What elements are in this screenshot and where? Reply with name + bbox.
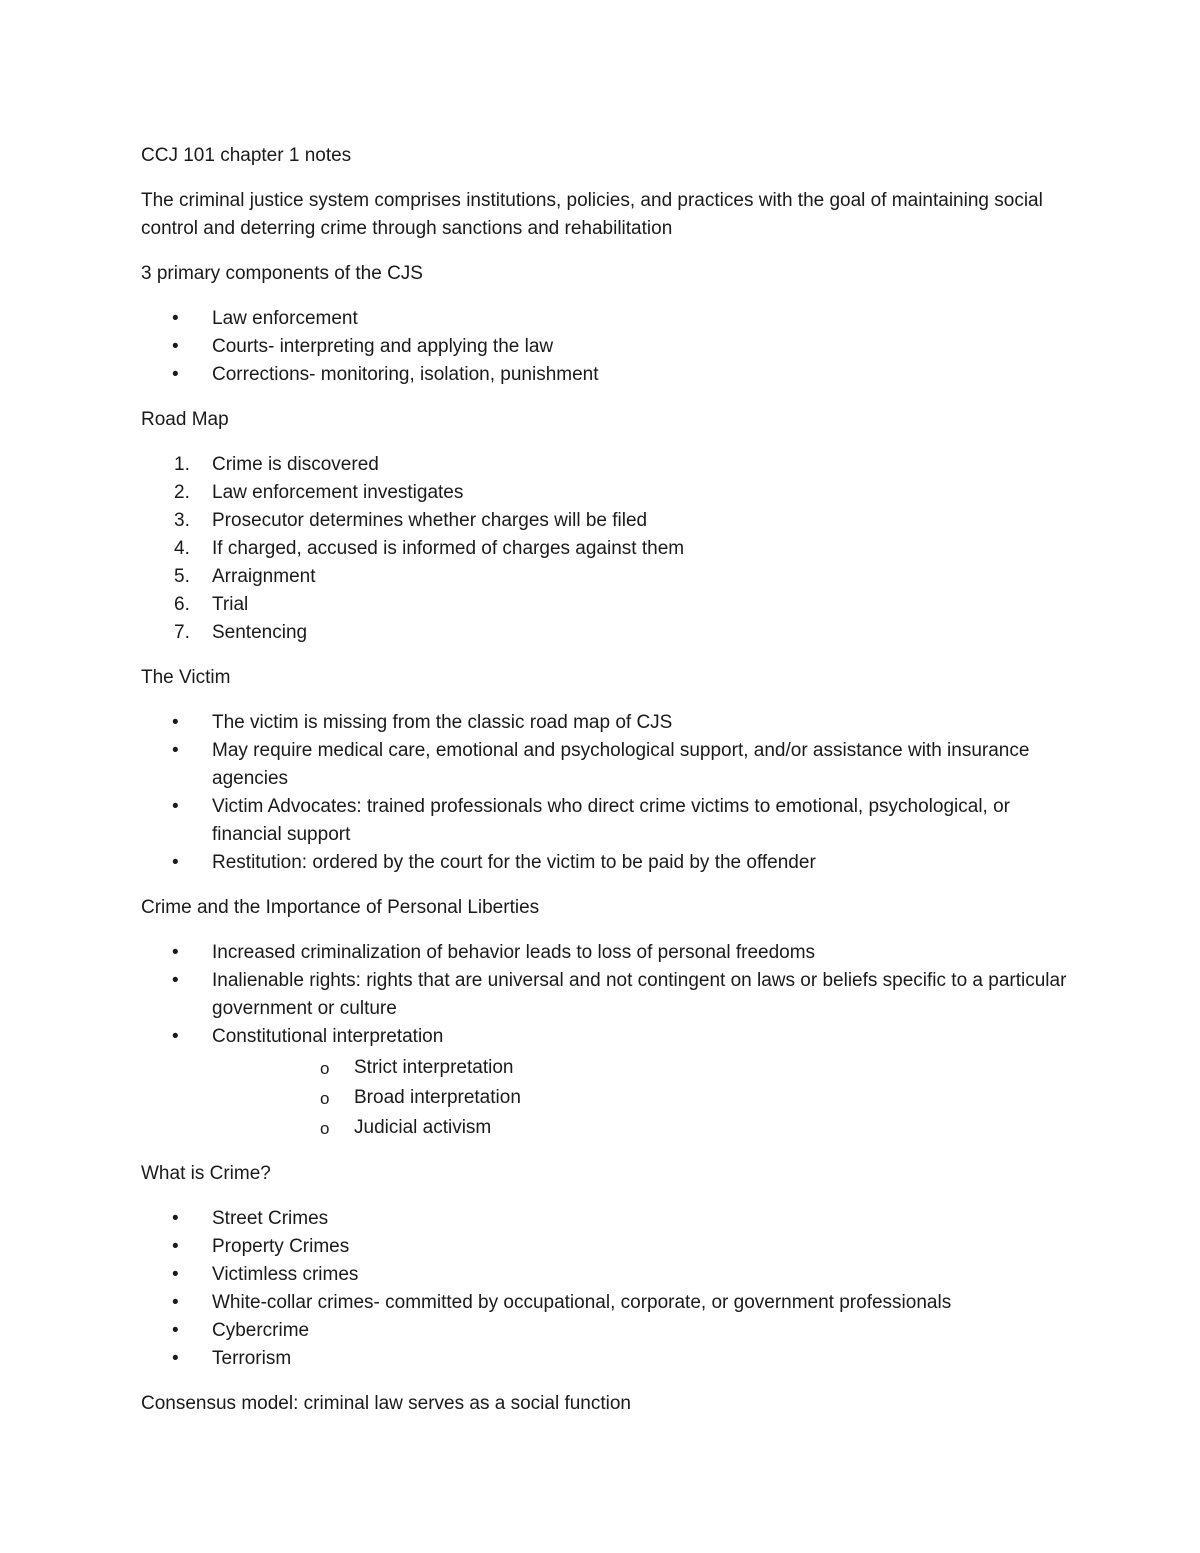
list-number: 1. (174, 454, 190, 475)
roadmap-list (141, 451, 1071, 647)
list-item-text: Crime is discovered (212, 454, 379, 475)
list-item-text: Prosecutor determines whether charges will be filed (212, 510, 648, 531)
crime-heading: What is Crime? (141, 1163, 271, 1184)
sublist-item (212, 1113, 1071, 1143)
components-list (141, 305, 1071, 389)
list-item: • Restitution: ordered by the court for the victim to be paid by the offender (141, 849, 1071, 877)
list-item (141, 507, 1071, 535)
list-item-text: Law enforcement investigates (212, 482, 464, 503)
list-item: • Property Crimes (141, 1233, 1071, 1261)
list-number: 7. (174, 622, 190, 643)
sublist-marker: o (320, 1119, 330, 1138)
list-item (141, 451, 1071, 479)
list-item (141, 591, 1071, 619)
components-heading: 3 primary components of the CJS (141, 263, 423, 284)
list-item (141, 563, 1071, 591)
list-item (141, 619, 1071, 647)
list-item (141, 1023, 1071, 1143)
document-body (141, 142, 1071, 1435)
list-number: 4. (174, 538, 190, 559)
list-item: • Victim Advocates: trained professionals who direct crime victims to emotional, psychological, or financial support (141, 793, 1071, 849)
document-title: CCJ 101 chapter 1 notes (141, 145, 352, 166)
roadmap-heading: Road Map (141, 409, 229, 430)
list-number: 3. (174, 510, 190, 531)
list-item: • Cybercrime (141, 1317, 1071, 1345)
list-item: • White-collar crimes- committed by occupational, corporate, or government professionals (141, 1289, 1071, 1317)
list-item: • Increased criminalization of behavior leads to loss of personal freedoms (141, 939, 1071, 967)
list-item-text: Arraignment (212, 566, 316, 587)
list-item: • Corrections- monitoring, isolation, punishment (141, 361, 1071, 389)
list-number: 2. (174, 482, 190, 503)
list-number: 5. (174, 566, 190, 587)
victim-heading: The Victim (141, 667, 231, 688)
list-item (141, 535, 1071, 563)
intro-paragraph: The criminal justice system comprises institutions, policies, and practices with the goal of maintaining social control and deterring crime through sanctions and rehabilitation (141, 190, 1043, 239)
list-item: • May require medical care, emotional and psychological support, and/or assistance with insurance agencies (141, 737, 1071, 793)
interpretation-sublist (212, 1053, 1071, 1143)
list-item: • Victimless crimes (141, 1261, 1071, 1289)
sublist-item (212, 1083, 1071, 1113)
list-item: • Inalienable rights: rights that are universal and not contingent on laws or beliefs specific to a particular government or culture (141, 967, 1071, 1023)
crime-list (141, 1205, 1071, 1373)
sublist-marker: o (320, 1089, 330, 1108)
liberties-heading: Crime and the Importance of Personal Liberties (141, 897, 540, 918)
list-item: • Street Crimes (141, 1205, 1071, 1233)
consensus-paragraph: Consensus model: criminal law serves as a social function (141, 1393, 631, 1414)
list-item: • Terrorism (141, 1345, 1071, 1373)
sublist-item-text: Strict interpretation (354, 1057, 514, 1078)
list-item: • Courts- interpreting and applying the law (141, 333, 1071, 361)
list-item: • The victim is missing from the classic road map of CJS (141, 709, 1071, 737)
sublist-item-text: Broad interpretation (354, 1087, 521, 1108)
sublist-item-text: Judicial activism (354, 1117, 492, 1138)
sublist-item (212, 1053, 1071, 1083)
list-item (141, 479, 1071, 507)
list-item-text: Sentencing (212, 622, 308, 643)
sublist-marker: o (320, 1059, 330, 1078)
list-number: 6. (174, 594, 190, 615)
list-item-text: If charged, accused is informed of charges against them (212, 538, 685, 559)
liberties-list (141, 939, 1071, 1143)
list-item-text: Trial (212, 594, 249, 615)
list-item: • Law enforcement (141, 305, 1071, 333)
victim-list (141, 709, 1071, 877)
list-item-text: Constitutional interpretation (212, 1026, 444, 1047)
